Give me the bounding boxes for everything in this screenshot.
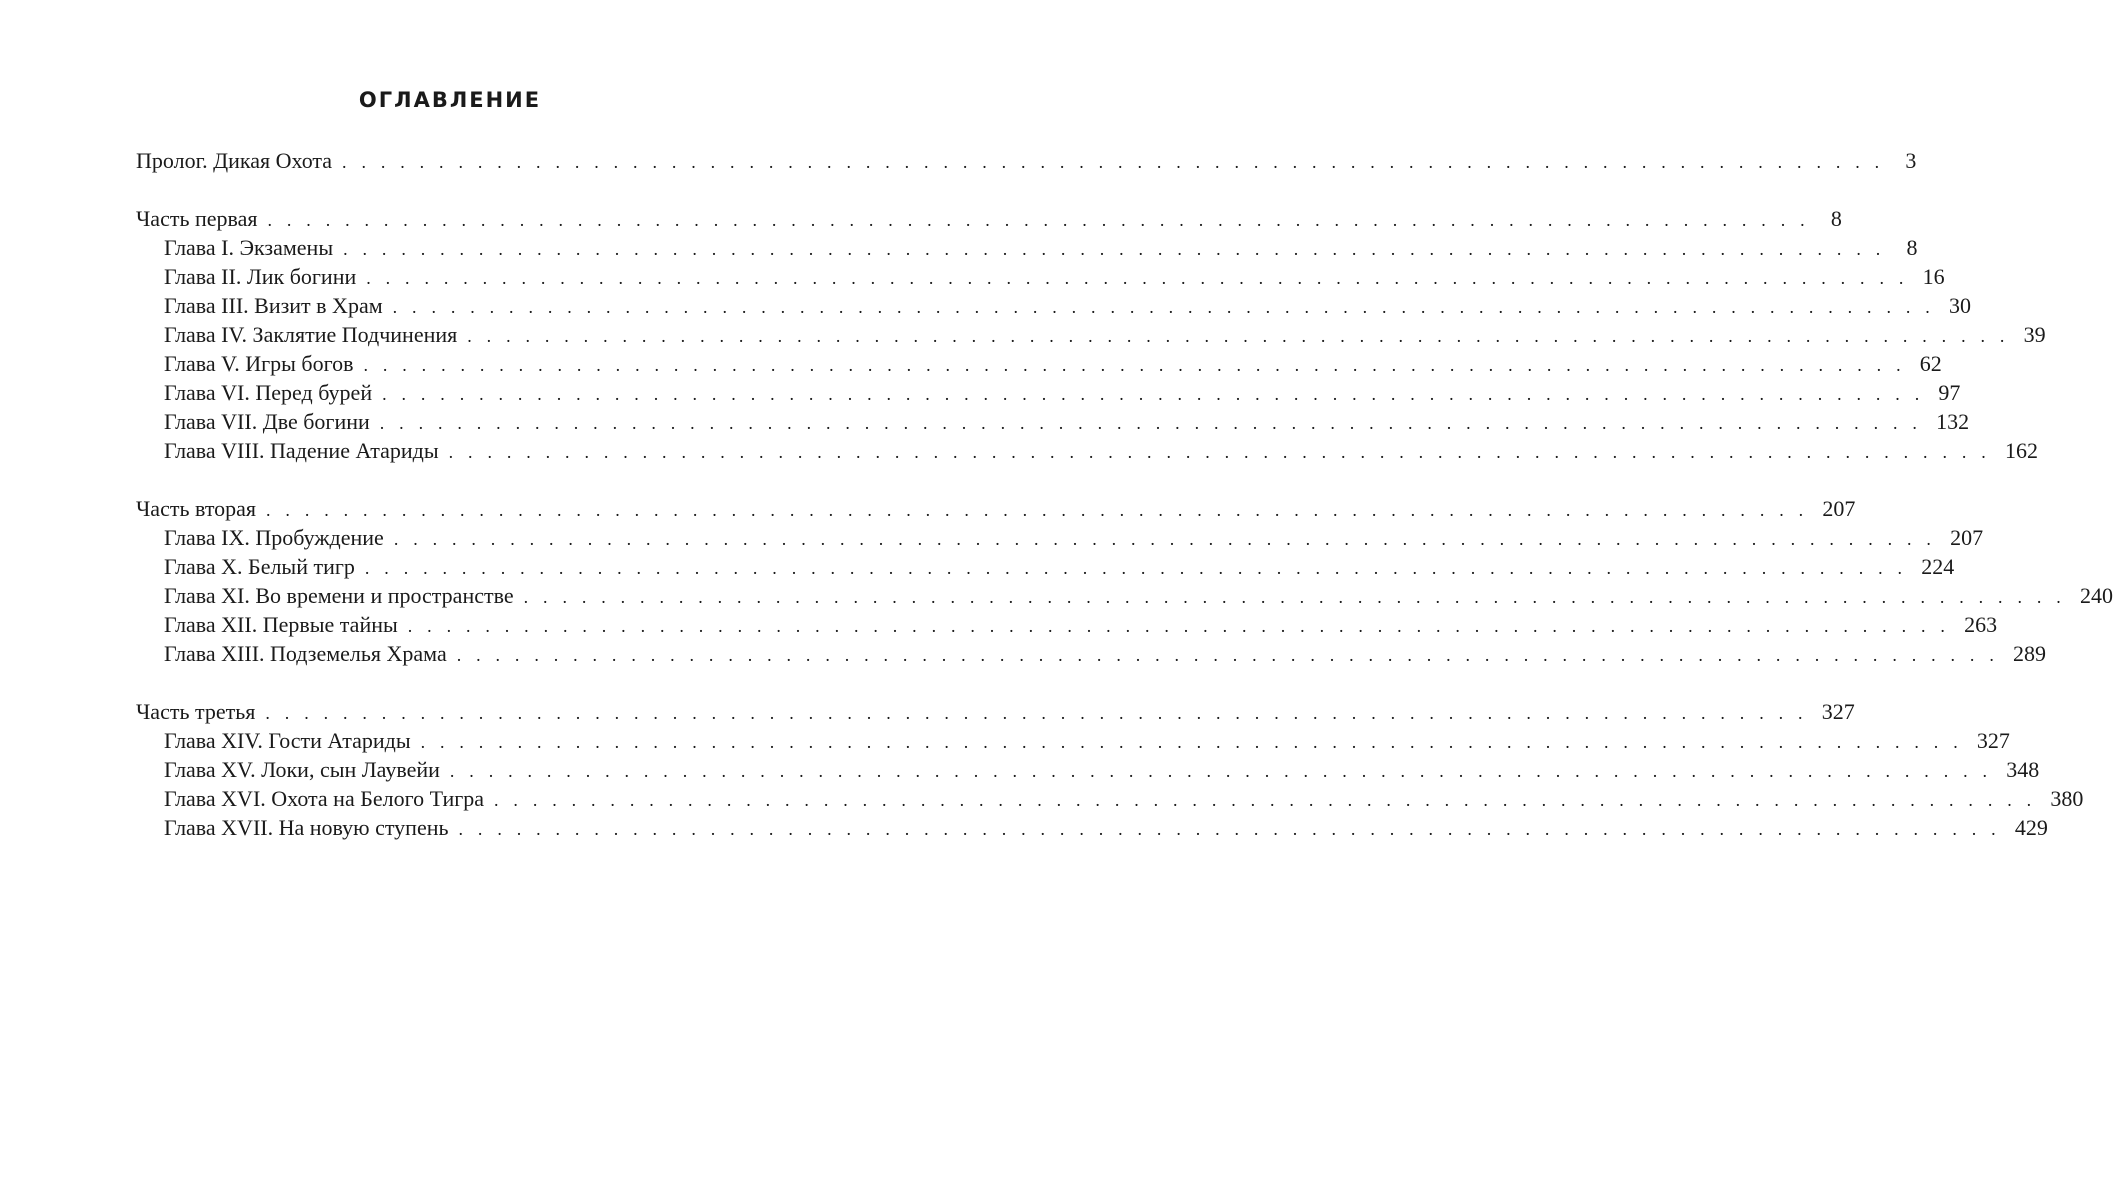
dot-leader: . . . . . . . . . . . . . . . . . . . . . . . . . . . . . . . . . . . . . . . . . . . . . . . . . . . . . . . . . . . . . . . . . . . . . . . . . . . . . . . . — [449, 761, 1993, 781]
toc-entry-label: Глава VII. Две богини — [164, 409, 370, 434]
dot-leader: . . . . . . . . . . . . . . . . . . . . . . . . . . . . . . . . . . . . . . . . . . . . . . . . . . . . . . . . . . . . . . . . . . . . . . . . . . . . . . . . — [265, 703, 1808, 723]
toc-entry-label: Пролог. Дикая Охота — [136, 148, 333, 173]
toc-entry-label: Глава IX. Пробуждение — [164, 525, 384, 550]
dot-leader: . . . . . . . . . . . . . . . . . . . . . . . . . . . . . . . . . . . . . . . . . . . . . . . . . . . . . . . . . . . . . . . . . . . . . . . . . . . . . . . . — [382, 384, 1925, 404]
toc-entry-label: Глава IV. Заклятие Подчинения — [164, 322, 458, 347]
dot-leader: . . . . . . . . . . . . . . . . . . . . . . . . . . . . . . . . . . . . . . . . . . . . . . . . . . . . . . . . . . . . . . . . . . . . . . . . . . . . . . . . — [448, 442, 1991, 462]
toc-entry[interactable] — [136, 407, 1970, 436]
toc-page-number: 327 — [1976, 728, 2010, 753]
dot-leader: . . . . . . . . . . . . . . . . . . . . . . . . . . . . . . . . . . . . . . . . . . . . . . . . . . . . . . . . . . . . . . . . . . . . . . . . . . . . . . . . — [379, 413, 1923, 433]
toc-entry[interactable] — [136, 233, 1918, 262]
toc-entry[interactable] — [136, 755, 2040, 784]
toc-page-number: 39 — [2023, 322, 2046, 347]
toc-entry-label: Глава XIII. Подземелья Храма — [164, 641, 447, 666]
dot-leader: . . . . . . . . . . . . . . . . . . . . . . . . . . . . . . . . . . . . . . . . . . . . . . . . . . . . . . . . . . . . . . . . . . . . . . . . . . . . . . . . — [523, 587, 2066, 607]
dot-leader: . . . . . . . . . . . . . . . . . . . . . . . . . . . . . . . . . . . . . . . . . . . . . . . . . . . . . . . . . . . . . . . . . . . . . . . . . . . . . . . . — [467, 326, 2010, 346]
toc-entry[interactable] — [136, 639, 2047, 668]
toc-entry[interactable] — [136, 291, 1971, 320]
toc-entry[interactable] — [136, 581, 2113, 610]
toc-entry-label: Глава I. Экзамены — [164, 235, 334, 260]
toc-page-number: 162 — [2004, 438, 2038, 463]
dot-leader: . . . . . . . . . . . . . . . . . . . . . . . . . . . . . . . . . . . . . . . . . . . . . . . . . . . . . . . . . . . . . . . . . . . . . . . . . . . . . . . . — [364, 558, 1908, 578]
dot-leader: . . . . . . . . . . . . . . . . . . . . . . . . . . . . . . . . . . . . . . . . . . . . . . . . . . . . . . . . . . . . . . . . . . . . . . . . . . . . . . . . — [407, 616, 1951, 636]
toc-page-number: 3 — [1905, 148, 1917, 173]
toc-entry-label: Глава III. Визит в Храм — [164, 293, 383, 318]
toc-page-number: 62 — [1919, 351, 1942, 376]
toc-page-number: 348 — [2006, 757, 2040, 782]
toc-entry-label: Часть первая — [136, 206, 258, 231]
toc-entry-label: Глава II. Лик богини — [164, 264, 357, 289]
toc-page-number: 30 — [1948, 293, 1971, 318]
page-title: ОГЛАВЛЕНИЕ — [358, 88, 542, 112]
toc-entry[interactable] — [136, 610, 1998, 639]
toc-entry[interactable] — [136, 726, 2010, 755]
toc-page-number: 240 — [2079, 583, 2113, 608]
toc-entry[interactable] — [136, 378, 1961, 407]
table-of-contents — [136, 146, 2113, 842]
toc-entry-label: Глава X. Белый тигр — [164, 554, 355, 579]
dot-leader: . . . . . . . . . . . . . . . . . . . . . . . . . . . . . . . . . . . . . . . . . . . . . . . . . . . . . . . . . . . . . . . . . . . . . . . . . . . . . . . . — [392, 297, 1935, 317]
toc-page-number: 8 — [1830, 206, 1842, 231]
toc-entry[interactable] — [136, 204, 1842, 233]
toc-entry-label: Глава VIII. Падение Атариды — [164, 438, 439, 463]
toc-page-number: 207 — [1950, 525, 1984, 550]
toc-entry-label: Глава VI. Перед бурей — [164, 380, 373, 405]
toc-entry-label: Глава V. Игры богов — [164, 351, 354, 376]
toc-entry-label: Глава XII. Первые тайны — [164, 612, 398, 637]
toc-entry[interactable] — [136, 523, 1984, 552]
toc-entry[interactable] — [136, 146, 1917, 175]
toc-page-number: 97 — [1938, 380, 1961, 405]
toc-entry-label: Глава XIV. Гости Атариды — [164, 728, 411, 753]
toc-entry-label: Глава XVII. На новую ступень — [164, 815, 449, 840]
toc-page-number: 380 — [2050, 786, 2084, 811]
toc-page-number: 289 — [2013, 641, 2047, 666]
toc-entry[interactable] — [136, 552, 1955, 581]
toc-page-number: 263 — [1964, 612, 1998, 637]
toc-page-number: 8 — [1906, 235, 1918, 260]
toc-entry[interactable] — [136, 320, 2046, 349]
toc-entry[interactable] — [136, 262, 1945, 291]
toc-page-number: 16 — [1922, 264, 1945, 289]
toc-entry[interactable] — [136, 784, 2084, 813]
toc-entry-label: Часть вторая — [136, 496, 257, 521]
toc-entry-label: Часть третья — [136, 699, 256, 724]
toc-entry-label: Глава XV. Локи, сын Лаувейи — [164, 757, 440, 782]
dot-leader: . . . . . . . . . . . . . . . . . . . . . . . . . . . . . . . . . . . . . . . . . . . . . . . . . . . . . . . . . . . . . . . . . . . . . . . . . . . . . . . . — [456, 645, 2000, 665]
dot-leader: . . . . . . . . . . . . . . . . . . . . . . . . . . . . . . . . . . . . . . . . . . . . . . . . . . . . . . . . . . . . . . . . . . . . . . . . . . . . . . . . — [366, 268, 1909, 288]
dot-leader: . . . . . . . . . . . . . . . . . . . . . . . . . . . . . . . . . . . . . . . . . . . . . . . . . . . . . . . . . . . . . . . . . . . . . . . . . . . . . . . . — [458, 819, 2001, 839]
toc-page-number: 327 — [1821, 699, 1855, 724]
toc-page-number: 429 — [2014, 815, 2048, 840]
dot-leader: . . . . . . . . . . . . . . . . . . . . . . . . . . . . . . . . . . . . . . . . . . . . . . . . . . . . . . . . . . . . . . . . . . . . . . . . . . . . . . . . — [363, 355, 1906, 375]
toc-entry[interactable] — [136, 436, 2038, 465]
toc-entry[interactable] — [136, 349, 1942, 378]
dot-leader: . . . . . . . . . . . . . . . . . . . . . . . . . . . . . . . . . . . . . . . . . . . . . . . . . . . . . . . . . . . . . . . . . . . . . . . . . . . . . . . . — [266, 500, 1809, 520]
toc-page-number: 224 — [1921, 554, 1955, 579]
toc-entry[interactable] — [136, 813, 2048, 842]
dot-leader: . . . . . . . . . . . . . . . . . . . . . . . . . . . . . . . . . . . . . . . . . . . . . . . . . . . . . . . . . . . . . . . . . . . . . . . . . . . . . . . . — [420, 732, 1963, 752]
dot-leader: . . . . . . . . . . . . . . . . . . . . . . . . . . . . . . . . . . . . . . . . . . . . . . . . . . . . . . . . . . . . . . . . . . . . . . . . . . . . . . . . — [393, 529, 1937, 549]
toc-entry-label: Глава XI. Во времени и пространстве — [164, 583, 514, 608]
dot-leader: . . . . . . . . . . . . . . . . . . . . . . . . . . . . . . . . . . . . . . . . . . . . . . . . . . . . . . . . . . . . . . . . . . . . . . . . . . . . . . . . — [342, 152, 1885, 172]
toc-page-number: 207 — [1822, 496, 1856, 521]
toc-page-number: 132 — [1936, 409, 1970, 434]
dot-leader: . . . . . . . . . . . . . . . . . . . . . . . . . . . . . . . . . . . . . . . . . . . . . . . . . . . . . . . . . . . . . . . . . . . . . . . . . . . . . . . . — [343, 239, 1886, 259]
toc-entry-label: Глава XVI. Охота на Белого Тигра — [164, 786, 485, 811]
toc-entry[interactable] — [136, 697, 1855, 726]
dot-leader: . . . . . . . . . . . . . . . . . . . . . . . . . . . . . . . . . . . . . . . . . . . . . . . . . . . . . . . . . . . . . . . . . . . . . . . . . . . . . . . . — [494, 790, 2037, 810]
toc-entry[interactable] — [136, 494, 1856, 523]
dot-leader: . . . . . . . . . . . . . . . . . . . . . . . . . . . . . . . . . . . . . . . . . . . . . . . . . . . . . . . . . . . . . . . . . . . . . . . . . . . . . . . . — [267, 210, 1810, 230]
